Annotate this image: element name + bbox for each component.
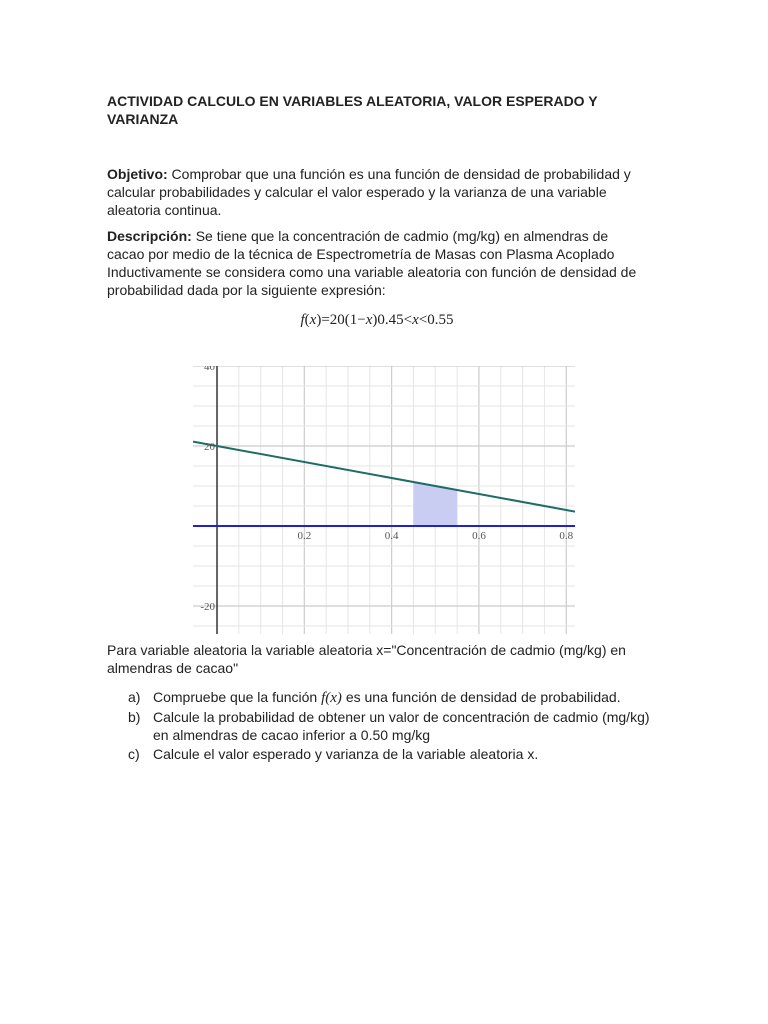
description-paragraph xyxy=(107,227,647,299)
x-tick-label: 0.4 xyxy=(384,530,399,542)
objective-text: Comprobar que una función es una función de densidad de probabilidad y calcular probabilidades y calcular el valor esperado y la varianza de una variable aleatoria continua. xyxy=(107,166,631,218)
x-tick-label: 0.6 xyxy=(472,530,486,542)
density-chart xyxy=(193,366,575,634)
formula-one-minus: 1− xyxy=(349,312,366,328)
question-b-marker: b) xyxy=(128,709,141,725)
question-b-text: Calcule la probabilidad de obtener un valor de concentración de cadmio (mg/kg) en almendras de cacao inferior a 0.50 mg/kg xyxy=(153,709,650,743)
question-a-fx: f(x) xyxy=(321,690,342,706)
formula-close: ) xyxy=(316,312,322,328)
density-line xyxy=(193,442,575,512)
question-c-text: Calcule el valor esperado y varianza de la variable aleatoria x. xyxy=(153,746,539,762)
formula-paren-open: ( xyxy=(344,312,350,328)
question-a xyxy=(107,688,667,707)
x-tick-label: 0.2 xyxy=(297,530,312,542)
question-a-marker: a) xyxy=(128,689,141,705)
formula-paren-close: ) xyxy=(372,312,378,328)
description-label: Descripción: xyxy=(107,228,192,244)
question-a-text-before: Compruebe que la función xyxy=(153,689,322,705)
document-title: ACTIVIDAD CALCULO EN VARIABLES ALEATORIA, VALOR ESPERADO Y VARIANZA xyxy=(107,93,598,127)
question-c-marker: c) xyxy=(128,746,140,762)
density-chart-svg xyxy=(193,366,575,634)
variable-definition: Para variable aleatoria la variable aleatoria x="Concentración de cadmio (mg/kg) en almendras de cacao" xyxy=(107,642,626,676)
formula-upper: <0.55 xyxy=(418,312,454,328)
formula-equals: =20 xyxy=(321,312,345,328)
question-a-text-after: es una función de densidad de probabilidad. xyxy=(341,689,621,705)
formula-x3: x xyxy=(412,312,419,328)
formula-x2: x xyxy=(365,312,373,328)
question-c xyxy=(107,745,667,763)
formula-lower: 0.45< xyxy=(377,312,413,328)
description-text: Se tiene que la concentración de cadmio (mg/kg) en almendras de cacao por medio de la técnica de Espectrometría de Masas con Plasma Acoplado Inductivamente se considera como una variable aleatoria con función de densidad de probabilidad dada por la siguiente expresión: xyxy=(107,228,637,298)
questions-list xyxy=(107,688,667,764)
density-formula xyxy=(107,312,647,332)
x-tick-label: 0.8 xyxy=(559,530,574,542)
objective-paragraph xyxy=(107,165,647,219)
y-tick-label: 20 xyxy=(204,441,216,453)
question-b xyxy=(107,708,667,744)
document-page xyxy=(107,92,647,332)
formula-open: ( xyxy=(304,312,310,328)
y-tick-label: 40 xyxy=(204,366,216,373)
y-tick-label: -20 xyxy=(200,601,216,613)
objective-label: Objetivo: xyxy=(107,166,168,182)
formula-x1: x xyxy=(309,312,317,328)
formula-f: f xyxy=(300,312,305,328)
